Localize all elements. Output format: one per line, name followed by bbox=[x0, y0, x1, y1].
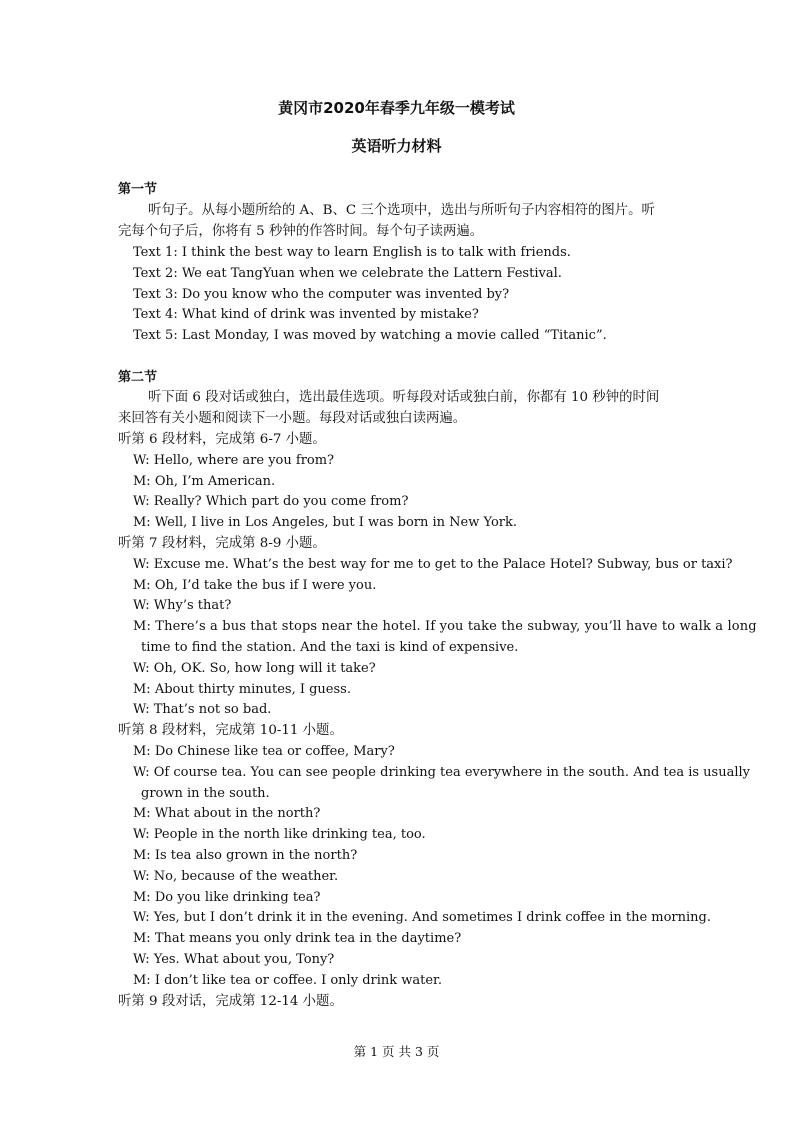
section2-heading: 第二节 bbox=[118, 370, 158, 385]
dialog7-line: M: Oh, I’d take the bus if I were you. bbox=[133, 578, 377, 593]
text-item-2: Text 2: We eat TangYuan when we celebrate the Lattern Festival. bbox=[133, 266, 562, 281]
dialog7-heading: 听第 7 段材料，完成第 8-9 小题。 bbox=[118, 536, 326, 551]
dialog8-line: W: Yes. What about you, Tony? bbox=[133, 952, 335, 967]
document-title: 黄冈市2020年春季九年级一模考试 bbox=[278, 99, 515, 117]
dialog6-line: W: Really? Which part do you come from? bbox=[133, 494, 409, 509]
dialog8-line: M: That means you only drink tea in the daytime? bbox=[133, 931, 462, 946]
dialog8-heading: 听第 8 段材料，完成第 10-11 小题。 bbox=[118, 723, 343, 738]
section2-intro-line1: 听下面 6 段对话或独白，选出最佳选项。听每段对话或独白前，你都有 10 秒钟的时间 bbox=[148, 390, 660, 405]
dialog6-heading: 听第 6 段材料，完成第 6-7 小题。 bbox=[118, 432, 326, 447]
dialog8-line: M: Do Chinese like tea or coffee, Mary? bbox=[133, 744, 395, 759]
section2-intro-line2: 来回答有关小题和阅读下一小题。每段对话或独白读两遍。 bbox=[118, 411, 467, 426]
dialog7-line: W: Why’s that? bbox=[133, 598, 232, 613]
dialog7-line: time to find the station. And the taxi is kind of expensive. bbox=[141, 640, 519, 655]
text-item-1: Text 1: I think the best way to learn English is to talk with friends. bbox=[133, 245, 571, 260]
dialog8-line: grown in the south. bbox=[141, 786, 270, 801]
dialog6-line: M: Well, I live in Los Angeles, but I was born in New York. bbox=[133, 515, 518, 530]
dialog8-line: M: What about in the north? bbox=[133, 806, 321, 821]
document-subtitle: 英语听力材料 bbox=[351, 137, 442, 155]
text-item-3: Text 3: Do you know who the computer was invented by? bbox=[133, 287, 510, 302]
dialog7-line: W: That’s not so bad. bbox=[133, 702, 272, 717]
dialog6-line: M: Oh, I’m American. bbox=[133, 474, 276, 489]
dialog8-line: M: Do you like drinking tea? bbox=[133, 890, 321, 905]
dialog8-line: W: Yes, but I don’t drink it in the evening. And sometimes I drink coffee in the morning. bbox=[133, 910, 712, 925]
dialog8-line: M: Is tea also grown in the north? bbox=[133, 848, 358, 863]
dialog8-line: W: No, because of the weather. bbox=[133, 869, 339, 884]
dialog7-line: W: Excuse me. What’s the best way for me to get to the Palace Hotel? Subway, bus or taxi? bbox=[133, 557, 733, 572]
text-item-5: Text 5: Last Monday, I was moved by watching a movie called “Titanic”. bbox=[133, 328, 607, 343]
dialog8-line: W: People in the north like drinking tea, too. bbox=[133, 827, 426, 842]
section1-heading: 第一节 bbox=[118, 182, 158, 197]
text-item-4: Text 4: What kind of drink was invented by mistake? bbox=[133, 307, 479, 322]
dialog8-line: M: I don’t like tea or coffee. I only drink water. bbox=[133, 973, 442, 988]
dialog7-line: W: Oh, OK. So, how long will it take? bbox=[133, 661, 376, 676]
dialog7-line: M: There’s a bus that stops near the hotel. If you take the subway, you’ll have to walk a long bbox=[133, 619, 757, 634]
dialog6-line: W: Hello, where are you from? bbox=[133, 453, 335, 468]
section1-intro-line1: 听句子。从每小题所给的 A、B、C 三个选项中，选出与所听句子内容相符的图片。听 bbox=[148, 203, 655, 218]
section1-intro-line2: 完每个句子后，你将有 5 秒钟的作答时间。每个句子读两遍。 bbox=[118, 224, 484, 239]
dialog9-heading: 听第 9 段对话，完成第 12-14 小题。 bbox=[118, 994, 343, 1009]
page-footer: 第 1 页 共 3 页 bbox=[353, 1044, 440, 1059]
dialog7-line: M: About thirty minutes, I guess. bbox=[133, 682, 351, 697]
dialog8-line: W: Of course tea. You can see people drinking tea everywhere in the south. And tea is usually bbox=[133, 765, 750, 780]
